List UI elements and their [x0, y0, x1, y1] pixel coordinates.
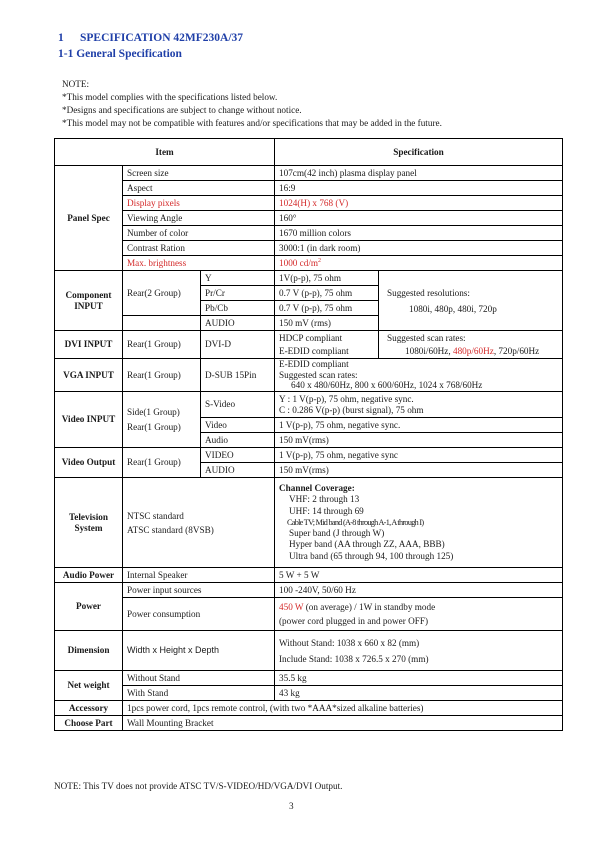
section-title: SPECIFICATION 42MF230A/37	[80, 32, 244, 44]
table-row	[55, 701, 563, 716]
table-row	[55, 583, 563, 598]
group-label: Rear(1 Group)	[123, 448, 201, 478]
category-net-weight: Net weight	[55, 671, 123, 701]
spec-value	[275, 392, 563, 418]
category-vga-input: VGA INPUT	[55, 359, 123, 392]
dim-v1: Without Stand: 1038 x 660 x 82 (mm)	[279, 637, 420, 648]
subsection-heading: 1-1 General Specification	[58, 48, 182, 60]
rate-b: 480p/60Hz	[452, 345, 494, 356]
table-row	[55, 166, 563, 181]
spec-key: Screen size	[123, 166, 275, 181]
coverage-item: VHF: 2 through 13	[289, 494, 360, 505]
note-line: NOTE:	[62, 79, 90, 89]
dvi-v1: HDCP compliant	[279, 332, 343, 343]
rate-c: , 720p/60Hz	[493, 345, 540, 356]
spec-key: Contrast Ration	[123, 241, 275, 256]
table-row	[55, 478, 563, 568]
spec-value: 1V(p-p), 75 ohm	[275, 271, 379, 286]
note-line: *This model may not be compatible with features and/or specifications that may be added in the future.	[62, 118, 442, 128]
group-label	[123, 392, 201, 448]
coverage-item: UHF: 14 through 69	[289, 505, 364, 516]
table-row	[55, 392, 563, 418]
spec-key: Power consumption	[123, 598, 275, 631]
category-accessory: Accessory	[55, 701, 123, 716]
header-spec: Specification	[275, 139, 563, 166]
coverage-item: Ultra band (65 through 94, 100 through 125)	[289, 550, 454, 561]
table-row	[55, 568, 563, 583]
spec-key: Power input sources	[123, 583, 275, 598]
spec-value: 150 mV (rms)	[275, 316, 379, 331]
cat-line: Component	[65, 289, 112, 300]
svideo-v1: Y : 1 V(p-p), 75 ohm, negative sync.	[279, 394, 414, 404]
table-row	[55, 598, 563, 631]
spec-key: Without Stand	[123, 671, 275, 686]
spec-value: 107cm(42 inch) plasma display panel	[275, 166, 563, 181]
spec-value: 1 V(p-p), 75 ohm, negative sync.	[275, 418, 563, 433]
section-heading	[58, 32, 243, 44]
category-video-output: Video Output	[55, 448, 123, 478]
coverage-title: Channel Coverage:	[279, 483, 355, 494]
port-label: DVI-D	[201, 331, 275, 359]
spec-value: 150 mV(rms)	[275, 463, 563, 478]
suggest-title: Suggested scan rates:	[387, 332, 466, 343]
cat-line: System	[74, 522, 103, 533]
spec-value: 0.7 V (p-p), 75 ohm	[275, 286, 379, 301]
category-video-input: Video INPUT	[55, 392, 123, 448]
spec-key: AUDIO	[201, 316, 275, 331]
brightness-value: 1000 cd/m	[279, 258, 319, 269]
spec-key: Internal Speaker	[123, 568, 275, 583]
cat-line: Television	[69, 511, 108, 522]
suggest-value: 1080i, 480p, 480i, 720p	[409, 303, 497, 314]
coverage-item: Super band (J through W)	[289, 528, 385, 539]
header-item: Item	[55, 139, 275, 166]
spec-value	[275, 631, 563, 671]
table-row	[55, 359, 563, 392]
rate-a: 1080i/60Hz,	[405, 345, 453, 356]
table-row	[55, 241, 563, 256]
channel-coverage	[275, 478, 563, 568]
table-row	[55, 631, 563, 671]
spec-key: VIDEO	[201, 448, 275, 463]
group-label: Rear(2 Group)	[123, 271, 201, 316]
spec-key: Y	[201, 271, 275, 286]
category-television-system	[55, 478, 123, 568]
table-row	[55, 448, 563, 463]
spec-value: 16:9	[275, 181, 563, 196]
spec-key: Width x Height x Depth	[123, 631, 275, 671]
category-dvi-input: DVI INPUT	[55, 331, 123, 359]
empty-cell	[123, 316, 201, 331]
spec-value: 0.7 V (p-p), 75 ohm	[275, 301, 379, 316]
svideo-v2: C : 0.286 V(p-p) (burst signal), 75 ohm	[279, 404, 424, 415]
spec-value: 160°	[275, 211, 563, 226]
vga-v1: E-EDID compliant	[279, 359, 349, 370]
group-line: Rear(1 Group)	[127, 421, 181, 432]
coverage-item: Cable TV; Mid band (A-8 through A-1, A through I)	[287, 517, 424, 527]
power-rest: (on average) / 1W in standby mode	[303, 602, 436, 612]
spec-key: With Stand	[123, 686, 275, 701]
port-label: D-SUB 15Pin	[201, 359, 275, 392]
category-choose-part: Choose Part	[55, 716, 123, 731]
scan-rates	[387, 345, 558, 358]
spec-value	[275, 598, 563, 631]
section-number: 1	[58, 32, 64, 44]
dim-v2: Include Stand: 1038 x 726.5 x 270 (mm)	[279, 653, 429, 664]
spec-key: Viewing Angle	[123, 211, 275, 226]
spec-key: Display pixels	[123, 196, 275, 211]
spec-value: 100 -240V, 50/60 Hz	[275, 583, 563, 598]
table-row	[55, 671, 563, 686]
spec-key: AUDIO	[201, 463, 275, 478]
note-line: *Designs and specifications are subject to change without notice.	[62, 105, 302, 115]
group-label: Rear(1 Group)	[123, 359, 201, 392]
suggested-scan-rates	[379, 331, 563, 359]
bottom-note: NOTE: This TV does not provide ATSC TV/S-VIDEO/HD/VGA/DVI Output.	[54, 781, 343, 791]
vga-v2: Suggested scan rates:	[279, 369, 358, 380]
table-header-row	[55, 139, 563, 166]
spec-value: 1024(H) x 768 (V)	[275, 196, 563, 211]
spec-key: Aspect	[123, 181, 275, 196]
tv-standards	[123, 478, 275, 568]
power-line2: (power cord plugged in and power OFF)	[279, 616, 429, 626]
spec-table	[54, 138, 563, 731]
spec-value: 3000:1 (in dark room)	[275, 241, 563, 256]
notes-block	[62, 78, 442, 130]
spec-value: 5 W + 5 W	[275, 568, 563, 583]
category-power: Power	[55, 583, 123, 631]
table-row	[55, 331, 563, 359]
group-label: Rear(1 Group)	[123, 331, 201, 359]
tv-std: NTSC standard	[127, 510, 184, 521]
spec-value: 1 V(p-p), 75 ohm, negative sync	[275, 448, 563, 463]
group-line: Side(1 Group)	[127, 406, 180, 417]
spec-value: 1670 million colors	[275, 226, 563, 241]
spec-value	[275, 331, 379, 359]
spec-value: 35.5 kg	[275, 671, 563, 686]
note-line: *This model complies with the specifications listed below.	[62, 92, 278, 102]
table-row	[55, 226, 563, 241]
spec-key: Video	[201, 418, 275, 433]
category-dimension: Dimension	[55, 631, 123, 671]
spec-value: 1pcs power cord, 1pcs remote control, (with two *AAA*sized alkaline batteries)	[123, 701, 563, 716]
category-panel-spec: Panel Spec	[55, 166, 123, 271]
vga-v3: 640 x 480/60Hz, 800 x 600/60Hz, 1024 x 768/60Hz	[291, 380, 483, 391]
power-red: 450 W	[279, 602, 304, 612]
table-row	[55, 211, 563, 226]
table-row	[55, 716, 563, 731]
table-row	[55, 196, 563, 211]
brightness-unit-sup: 2	[318, 258, 322, 265]
cat-line: INPUT	[74, 300, 103, 311]
suggest-title: Suggested resolutions:	[387, 287, 470, 298]
spec-key: Pr/Cr	[201, 286, 275, 301]
spec-value: Wall Mounting Bracket	[123, 716, 563, 731]
coverage-item: Hyper band (AA through ZZ, AAA, BBB)	[289, 539, 445, 550]
table-row	[55, 686, 563, 701]
spec-value	[275, 256, 563, 271]
spec-key: Max. brightness	[123, 256, 275, 271]
table-row	[55, 271, 563, 286]
dvi-v2: E-EDID compliant	[279, 345, 349, 356]
category-component-input	[55, 271, 123, 331]
table-row	[55, 256, 563, 271]
table-row	[55, 181, 563, 196]
page-number: 3	[289, 801, 294, 811]
spec-value: 150 mV(rms)	[275, 433, 563, 448]
spec-value: 43 kg	[275, 686, 563, 701]
spec-key: Audio	[201, 433, 275, 448]
spec-key: Pb/Cb	[201, 301, 275, 316]
spec-key: Number of color	[123, 226, 275, 241]
tv-std: ATSC standard (8VSB)	[127, 524, 214, 535]
spec-key: S-Video	[201, 392, 275, 418]
spec-value	[275, 359, 563, 392]
suggested-resolutions	[379, 271, 563, 331]
category-audio-power: Audio Power	[55, 568, 123, 583]
